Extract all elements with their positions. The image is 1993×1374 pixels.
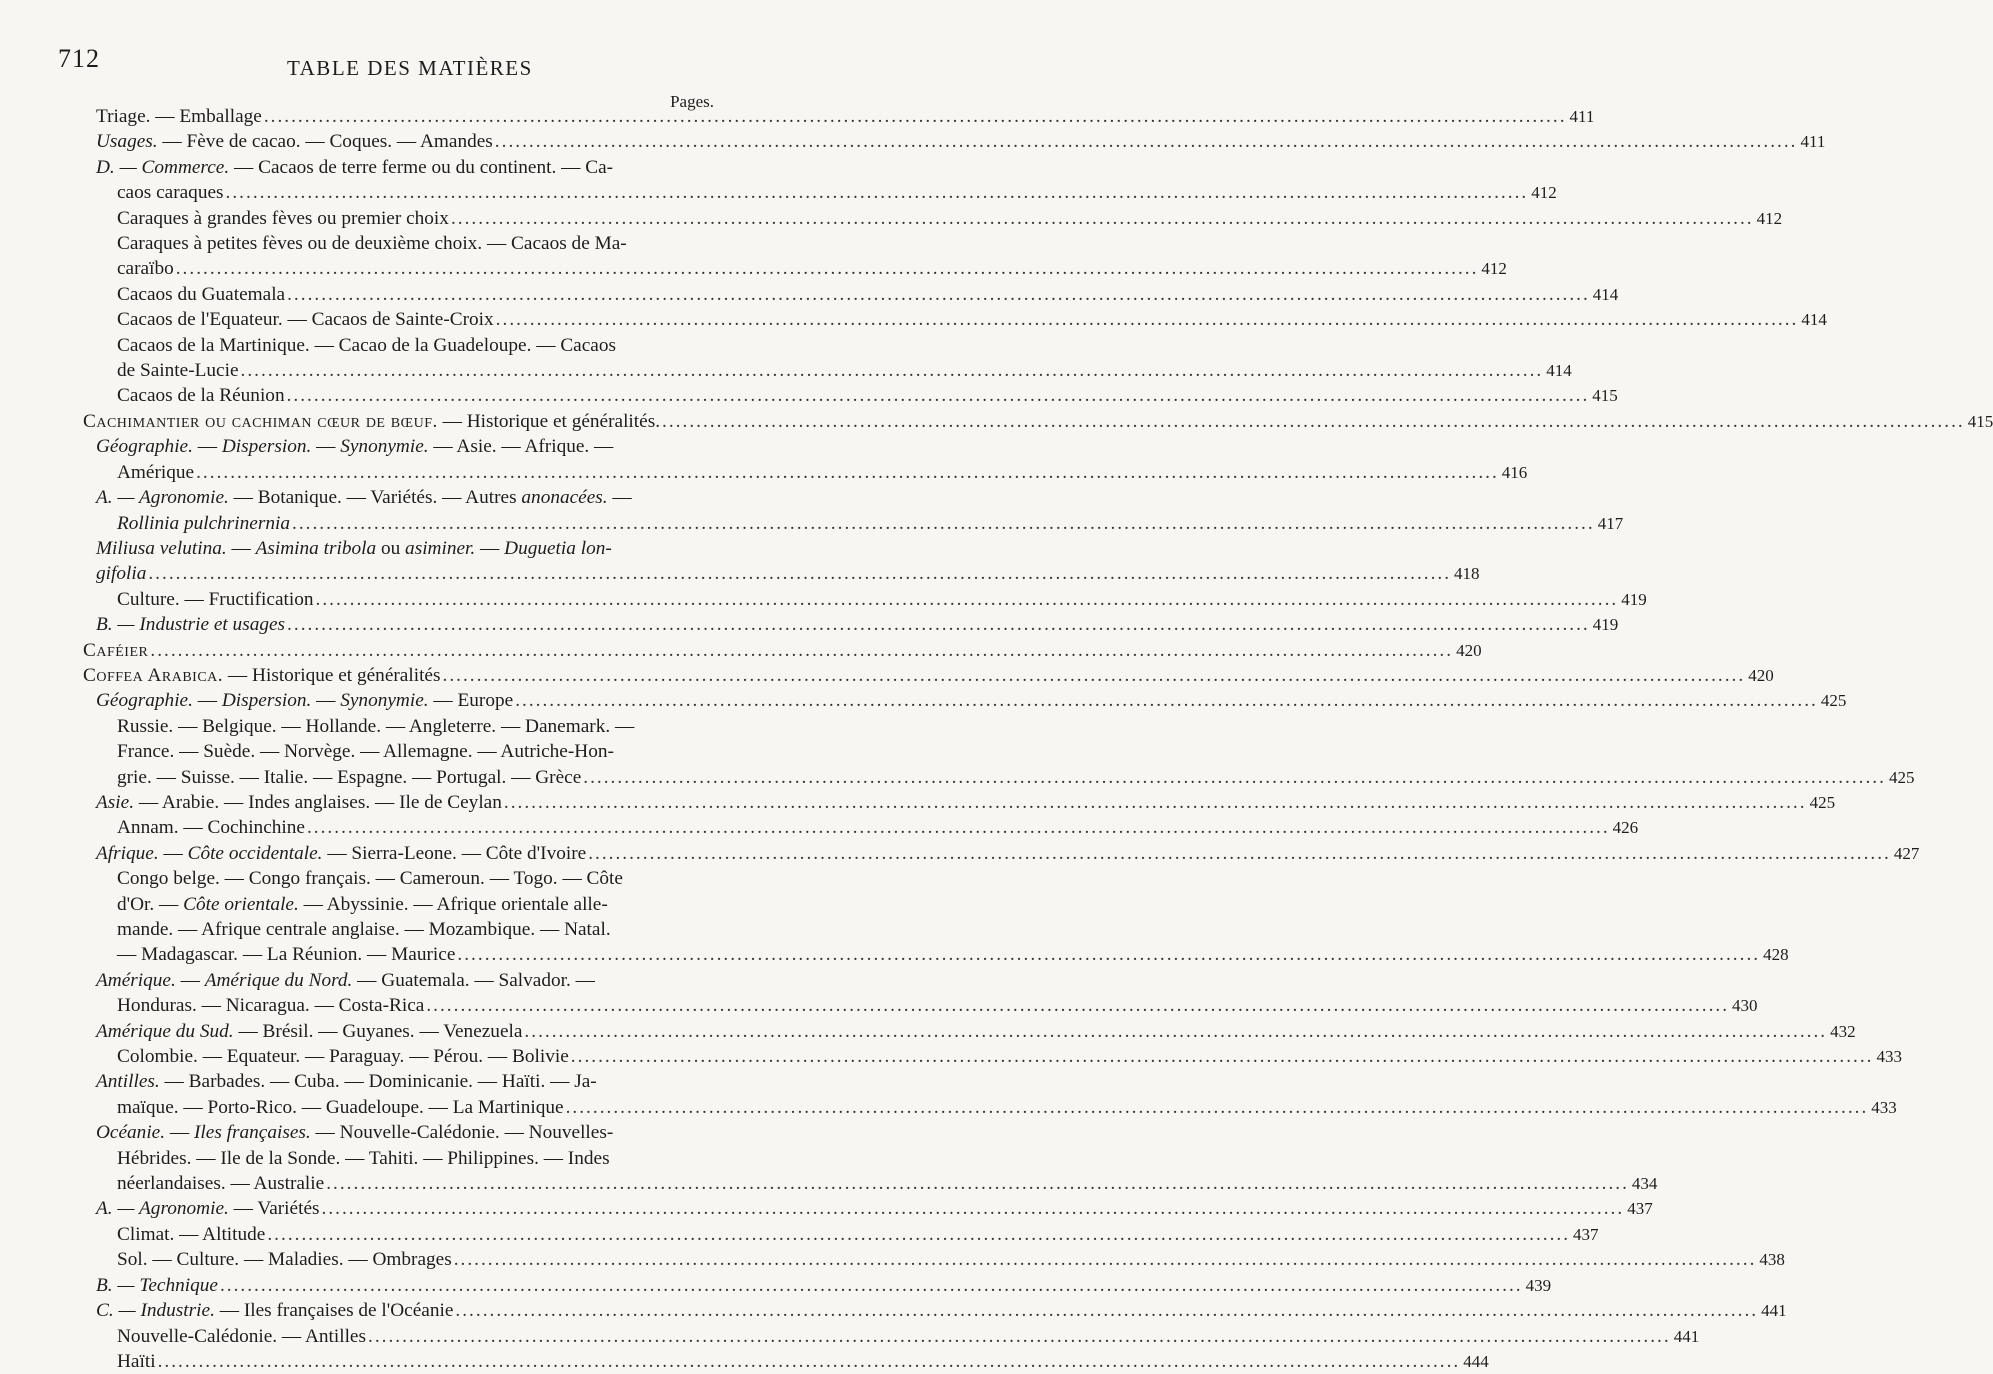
dot-leader: [287, 383, 1590, 408]
page-reference: 441: [1673, 1326, 1700, 1346]
dot-leader: [495, 129, 1798, 154]
dot-leader: [504, 790, 1807, 815]
page-reference: 441: [1761, 1301, 1787, 1321]
toc-entry: [96, 155, 708, 180]
toc-entry: [96, 815, 1639, 840]
toc-entry-segment: Culture. — Fructification: [117, 588, 314, 610]
toc-entry-segment: Synonymie.: [340, 436, 429, 458]
dot-leader: [583, 765, 1886, 790]
dot-leader: [220, 1273, 1523, 1298]
toc-entry-segment: caraïbo: [117, 258, 174, 280]
toc-entry: [96, 917, 708, 942]
page-reference: 411: [1800, 132, 1826, 152]
page-reference: 412: [1531, 183, 1557, 203]
toc-entry-segment: Côte occidentale.: [187, 842, 323, 864]
toc-entry: [96, 307, 1827, 332]
page-reference: 412: [1756, 208, 1783, 228]
dot-leader: [515, 688, 1818, 713]
toc-entry: [96, 1019, 1856, 1044]
toc-entry: [96, 231, 708, 256]
toc-entry-text: [117, 282, 285, 307]
toc-entry: [96, 383, 1618, 408]
toc-entry-text: [117, 1146, 610, 1171]
page-reference: 412: [1481, 259, 1507, 279]
dot-leader: [322, 1196, 1625, 1221]
toc-entry-segment: — Variétés: [228, 1198, 320, 1220]
page-reference: 415: [1967, 411, 1993, 431]
toc-entry: [96, 765, 1915, 790]
dot-leader: [455, 1298, 1758, 1323]
toc-entry-segment: —: [311, 690, 341, 712]
toc-entry-segment: Rollinia pulchrinernia: [117, 512, 290, 534]
toc-entry-segment: Antilles.: [96, 1071, 160, 1093]
toc-entry: [96, 968, 708, 993]
dot-leader: [316, 587, 1619, 612]
toc-entry-segment: Dispersion.: [221, 436, 312, 458]
toc-entry: [96, 256, 1507, 281]
toc-entry-text: [96, 155, 613, 180]
toc-entry-segment: Amérique du Sud.: [96, 1020, 234, 1042]
toc-entry: [96, 104, 1595, 129]
toc-entry-text: [117, 307, 494, 332]
page-reference: 427: [1893, 843, 1920, 863]
page-reference: 437: [1627, 1199, 1653, 1219]
toc-entry-text: [117, 993, 424, 1018]
toc-entry-text: [117, 333, 616, 358]
page-reference: 428: [1763, 945, 1789, 965]
toc-entry: [96, 612, 1619, 637]
toc-entry-text: [96, 968, 595, 993]
toc-entry-segment: — Cacaos de terre ferme ou du continent. — Ca-: [229, 156, 614, 178]
toc-entry-segment: Duguetia lon-: [504, 537, 612, 559]
toc-entry: [96, 561, 1480, 586]
running-title: TABLE DES MATIÈRES: [287, 56, 533, 80]
toc-entry: [96, 790, 1836, 815]
toc-entry: [83, 638, 1482, 663]
toc-entry-text: [117, 917, 611, 942]
toc-entry: [96, 1044, 1902, 1069]
toc-entry: [96, 1146, 708, 1171]
dot-leader: [287, 612, 1590, 637]
toc-entry-segment: — Europe: [428, 690, 514, 712]
page-number: 712: [58, 44, 100, 73]
toc-entry-segment: Cacaos de la Réunion: [117, 385, 285, 407]
page-reference: 420: [1456, 640, 1482, 660]
toc-entry-segment: —: [607, 487, 632, 509]
toc-entry-segment: — Abyssinie. — Afrique orientale alle-: [298, 893, 608, 915]
toc-entry-segment: D. — Commerce.: [96, 156, 230, 178]
toc-entry-text: [96, 1273, 218, 1298]
toc-entry-text: [83, 663, 441, 688]
toc-entry-text: [83, 638, 148, 663]
dot-leader: [566, 1095, 1869, 1120]
toc-entry-text: [117, 765, 581, 790]
page-reference: 433: [1876, 1047, 1902, 1067]
dot-leader: [451, 206, 1754, 231]
toc-entry-segment: —: [158, 842, 188, 864]
toc-entry-segment: — Asie. — Afrique. —: [428, 436, 614, 458]
dot-leader: [326, 1171, 1629, 1196]
toc-entry-segment: — Historique et généralités.: [437, 410, 661, 432]
page-reference: 415: [1592, 386, 1618, 406]
dot-leader: [150, 638, 1453, 663]
toc-entry-segment: Miliusa velutina.: [96, 537, 227, 559]
toc-entry: [96, 942, 1789, 967]
toc-entry-segment: —: [175, 969, 205, 991]
toc-entry-text: [96, 129, 493, 154]
toc-entry: [96, 1273, 1552, 1298]
toc-entry-text: [117, 942, 455, 967]
toc-entry-segment: Asimina tribola: [255, 537, 377, 559]
toc-entry-text: [96, 612, 285, 637]
toc-entry-segment: A. — Agronomie.: [96, 487, 229, 509]
toc-entry-segment: Dispersion.: [221, 690, 312, 712]
toc-entry-segment: ou: [376, 537, 406, 559]
toc-entry: [96, 485, 708, 510]
toc-entry-segment: Océanie.: [96, 1122, 166, 1144]
toc-entry-segment: Asie.: [96, 791, 135, 813]
page-reference: 439: [1525, 1275, 1552, 1295]
toc-entry-segment: Amérique du Nord.: [204, 969, 353, 991]
toc-entry-segment: Afrique.: [96, 842, 159, 864]
toc-entry: [96, 1222, 1599, 1247]
toc-entry-segment: A. — Agronomie.: [96, 1198, 229, 1220]
toc-entry-segment: caos caraques: [117, 182, 224, 204]
toc-entry: [96, 1298, 1787, 1323]
page-reference: 425: [1809, 792, 1836, 812]
toc-entry-segment: Cachimantier ou cachiman cœur de bœuf.: [83, 410, 438, 432]
dot-leader: [662, 409, 1965, 434]
toc-entry-segment: Congo belge. — Congo français. — Cameroun. — Togo. — Côte: [117, 868, 623, 890]
dot-leader: [524, 1019, 1827, 1044]
page-reference: 414: [1546, 361, 1572, 381]
toc-entry: [96, 536, 708, 561]
toc-entry-segment: — Barbades. — Cuba. — Dominicanie. — Haïti. — Ja-: [159, 1071, 597, 1093]
dot-leader: [292, 511, 1595, 536]
toc-entry: [96, 1069, 708, 1094]
toc-entry-segment: Haïti: [117, 1350, 156, 1372]
page-reference: 417: [1597, 513, 1624, 533]
page-reference: 433: [1871, 1097, 1897, 1117]
toc-entry-text: [96, 561, 146, 586]
pages-column-label: Pages.: [670, 92, 714, 111]
toc-entry-segment: —: [475, 537, 505, 559]
dot-leader: [457, 942, 1760, 967]
toc-entry-segment: Colombie. — Equateur. — Paraguay. — Pérou. — Bolivie: [117, 1046, 569, 1068]
toc-entry-segment: — Iles françaises de l'Océanie: [214, 1300, 454, 1322]
dot-leader: [426, 993, 1729, 1018]
toc-entry-text: [117, 892, 608, 917]
toc-entry-segment: Amérique.: [96, 969, 176, 991]
toc-entry: [96, 282, 1619, 307]
toc-entry-segment: Nouvelle-Calédonie. — Antilles: [117, 1325, 366, 1347]
toc-entry-segment: Géographie.: [96, 436, 193, 458]
dot-leader: [196, 460, 1499, 485]
toc-entry-text: [83, 409, 660, 434]
toc-entry: [96, 1324, 1700, 1349]
toc-entry: [96, 511, 1624, 536]
toc-entry-segment: anonacées.: [521, 487, 608, 509]
page-reference: 414: [1801, 310, 1827, 330]
toc-entry: [96, 434, 708, 459]
dot-leader: [287, 282, 1590, 307]
toc-entry-segment: Amérique: [117, 461, 195, 483]
toc-entry-text: [96, 688, 513, 713]
toc-entry-segment: Usages.: [96, 131, 158, 153]
page-reference: 432: [1830, 1021, 1856, 1041]
toc-entry-segment: —: [165, 1122, 194, 1144]
toc-entry-text: [96, 485, 632, 510]
page-reference: 420: [1748, 665, 1774, 685]
toc-entry-segment: néerlandaises. — Australie: [117, 1173, 325, 1195]
toc-entry-text: [96, 1069, 597, 1094]
toc-entry-segment: —: [226, 537, 256, 559]
toc-entry-text: [96, 841, 586, 866]
toc-entry-segment: gifolia: [96, 563, 147, 585]
toc-entry-text: [117, 714, 634, 739]
toc-entry: [96, 129, 1826, 154]
page-reference: 438: [1759, 1250, 1785, 1270]
page-reference: 434: [1631, 1174, 1658, 1194]
dot-leader: [454, 1247, 1757, 1272]
dot-leader: [158, 1349, 1461, 1374]
dot-leader: [496, 307, 1799, 332]
toc-entry-segment: Coffea Arabica.: [83, 664, 224, 686]
toc-entry: [96, 1247, 1785, 1272]
page-reference: 419: [1621, 589, 1647, 609]
toc-entry-text: [96, 1120, 613, 1145]
toc-entry-segment: — Madagascar. — La Réunion. — Maurice: [117, 944, 456, 966]
dot-leader: [176, 256, 1479, 281]
toc-entry-segment: France. — Suède. — Norvège. — Allemagne. — Autriche-Hon-: [117, 741, 614, 763]
toc-entry-segment: grie. — Suisse. — Italie. — Espagne. — Portugal. — Grèce: [117, 766, 582, 788]
toc-entry-text: [117, 1324, 366, 1349]
toc-entry-segment: — Historique et généralités: [223, 664, 441, 686]
toc-entry: [96, 1349, 1489, 1374]
toc-entry-text: [117, 231, 627, 256]
page-reference: 437: [1573, 1224, 1599, 1244]
toc-entry: [96, 714, 708, 739]
toc-entry: [96, 358, 1572, 383]
toc-entry: [96, 1120, 708, 1145]
toc-entry-text: [117, 180, 224, 205]
dot-leader: [368, 1324, 1671, 1349]
toc-entry: [96, 180, 1557, 205]
toc-entry-segment: Caraques à grandes fèves ou premier choix: [117, 207, 449, 229]
toc-entry-segment: — Botanique. — Variétés. — Autres: [228, 487, 522, 509]
toc-entry-text: [117, 358, 239, 383]
toc-entry-segment: —: [192, 690, 222, 712]
toc-entry-text: [117, 1044, 569, 1069]
toc-entry-segment: — Nouvelle-Calédonie. — Nouvelles-: [310, 1122, 614, 1144]
toc-entry-segment: — Brésil. — Guyanes. — Venezuela: [233, 1020, 523, 1042]
toc-entry-text: [117, 1095, 564, 1120]
toc-entry-segment: Caraques à petites fèves ou de deuxième choix. — Cacaos de Ma-: [117, 233, 627, 255]
dot-leader: [241, 358, 1544, 383]
toc-entry-segment: Caféier: [83, 639, 149, 661]
toc-entry-segment: — Sierra-Leone. — Côte d'Ivoire: [322, 842, 587, 864]
toc-entry-segment: C. — Industrie.: [96, 1300, 215, 1322]
toc-entry-segment: —: [311, 436, 341, 458]
page-reference: 416: [1501, 462, 1528, 482]
page-reference: 430: [1732, 996, 1758, 1016]
toc-entry: [96, 841, 1920, 866]
toc-entry-text: [117, 1247, 452, 1272]
page-reference: 426: [1612, 818, 1639, 838]
toc-entry-segment: Annam. — Cochinchine: [117, 817, 305, 839]
toc-entry-segment: — Guatemala. — Salvador. —: [352, 969, 595, 991]
toc-entry-text: [96, 1019, 522, 1044]
toc-entry: [96, 460, 1528, 485]
dot-leader: [264, 104, 1567, 129]
toc-entry: [96, 1196, 1653, 1221]
toc-entry-text: [117, 1171, 324, 1196]
toc-entry-segment: Iles françaises.: [193, 1122, 311, 1144]
dot-leader: [571, 1044, 1874, 1069]
toc-entry-segment: Cacaos de l'Equateur. — Cacaos de Sainte-Croix: [117, 309, 494, 331]
page-reference: 411: [1569, 107, 1595, 126]
toc-entry-text: [96, 1196, 320, 1221]
toc-entry-text: [96, 104, 262, 129]
toc-entry-segment: — Arabie. — Indes anglaises. — Ile de Ceylan: [134, 791, 502, 813]
toc-entry-segment: B. — Industrie et usages: [96, 614, 286, 636]
dot-leader: [588, 841, 1891, 866]
page-reference: 414: [1592, 284, 1619, 304]
toc-entry-text: [96, 434, 613, 459]
toc-entry: [96, 993, 1758, 1018]
dot-leader: [226, 180, 1529, 205]
toc-entry-text: [117, 383, 285, 408]
page-reference: 418: [1454, 564, 1480, 584]
toc-entry-text: [117, 587, 314, 612]
toc-entry-text: [117, 460, 194, 485]
dot-leader: [267, 1222, 1570, 1247]
toc-entry-segment: Sol. — Culture. — Maladies. — Ombrages: [117, 1249, 452, 1271]
toc-entry-segment: Triage. — Emballage: [96, 106, 262, 127]
toc-entry-segment: Synonymie.: [340, 690, 429, 712]
toc-entry-text: [96, 790, 502, 815]
toc-entry-segment: Climat. — Altitude: [117, 1223, 266, 1245]
toc-entry-text: [117, 511, 290, 536]
toc-entry-segment: maïque. — Porto-Rico. — Guadeloupe. — La Martinique: [117, 1096, 564, 1118]
toc-entry-segment: Russie. — Belgique. — Hollande. — Angleterre. — Danemark. —: [117, 715, 635, 737]
toc-entry-segment: d'Or. —: [117, 893, 184, 915]
toc-entry-segment: asiminer.: [405, 537, 476, 559]
toc-entry-segment: Géographie.: [96, 690, 193, 712]
dot-leader: [307, 815, 1610, 840]
toc-entry: [96, 688, 1847, 713]
page-header: [0, 44, 800, 84]
toc-entry-segment: mande. — Afrique centrale anglaise. — Mozambique. — Natal.: [117, 919, 611, 940]
toc-entry: [96, 1095, 1897, 1120]
toc-entry: [96, 587, 1647, 612]
toc-entry-segment: de Sainte-Lucie: [117, 360, 239, 382]
toc-entry-text: [117, 739, 614, 764]
toc-entry-text: [117, 256, 174, 281]
toc-entry-segment: — Fève de cacao. — Coques. — Amandes: [157, 131, 493, 153]
toc-entry-segment: Hébrides. — Ile de la Sonde. — Tahiti. — Philippines. — Indes: [117, 1147, 610, 1169]
page-reference: 419: [1592, 615, 1619, 635]
toc-entry: [96, 866, 708, 891]
toc-entry: [96, 333, 708, 358]
toc-entry-text: [96, 1298, 453, 1323]
table-of-contents: [83, 104, 1993, 1374]
toc-entry: [96, 892, 708, 917]
dot-leader: [148, 561, 1451, 586]
toc-entry-segment: Cacaos du Guatemala: [117, 283, 286, 305]
toc-entry-text: [117, 206, 449, 231]
toc-entry: [83, 409, 1993, 434]
toc-entry-segment: —: [192, 436, 222, 458]
toc-entry-segment: Cacaos de la Martinique. — Cacao de la Guadeloupe. — Cacaos: [117, 334, 616, 356]
toc-entry: [96, 1171, 1658, 1196]
toc-entry-segment: B. — Technique: [96, 1274, 218, 1296]
toc-entry-segment: Côte orientale.: [183, 893, 299, 915]
toc-entry-segment: Honduras. — Nicaragua. — Costa-Rica: [117, 995, 425, 1017]
dot-leader: [443, 663, 1746, 688]
toc-entry-text: [117, 1349, 156, 1374]
toc-entry: [83, 663, 1774, 688]
page-reference: 425: [1820, 691, 1847, 711]
toc-entry: [96, 206, 1783, 231]
toc-entry-text: [117, 815, 305, 840]
page-reference: 444: [1463, 1351, 1489, 1371]
toc-entry-text: [117, 866, 623, 891]
toc-entry-text: [96, 536, 612, 561]
toc-entry-text: [117, 1222, 265, 1247]
page-reference: 425: [1888, 767, 1915, 787]
toc-entry: [96, 739, 708, 764]
